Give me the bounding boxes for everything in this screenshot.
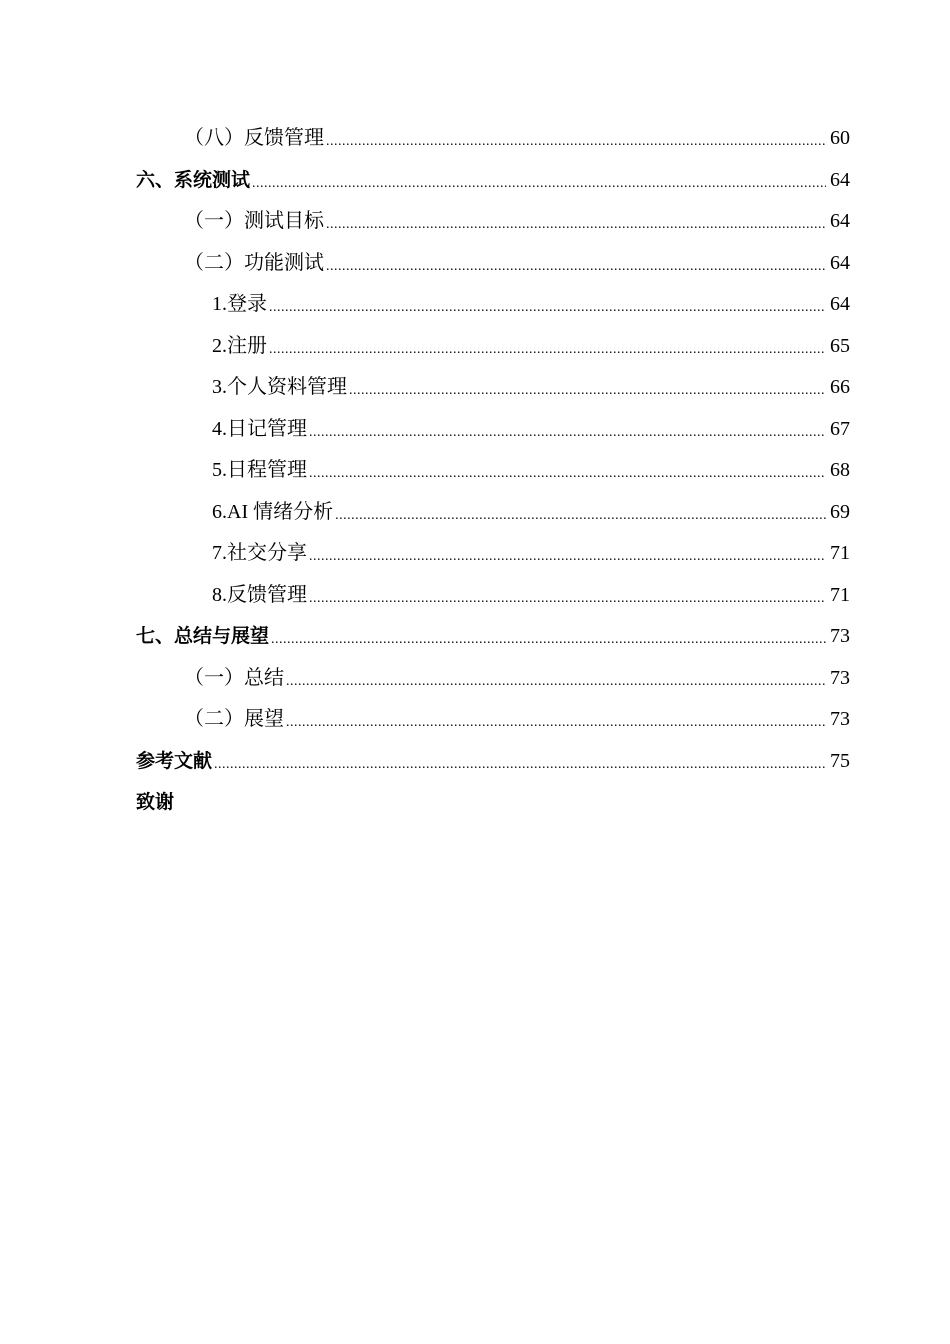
toc-entry-title: （二）展望: [184, 708, 284, 730]
toc-entry-page-number: 73: [830, 625, 850, 647]
toc-entry[interactable]: [0, 782, 950, 824]
toc-dot-leader: [269, 287, 826, 329]
toc-entry-page-number: 73: [830, 708, 850, 730]
toc-dot-leader: [349, 370, 826, 412]
toc-entry-title: 5.日程管理: [212, 459, 307, 481]
toc-entry[interactable]: [0, 699, 950, 741]
toc-entry-title: （一）测试目标: [184, 210, 324, 232]
toc-entry-title: 六、系统测试: [136, 168, 251, 191]
toc-entry[interactable]: [0, 201, 950, 243]
toc-dot-leader: [309, 578, 826, 620]
toc-entry[interactable]: [0, 492, 950, 534]
toc-dot-leader: [326, 204, 826, 246]
toc-entry-page-number: 66: [830, 376, 850, 398]
toc-entry-title: 7.社交分享: [212, 542, 307, 564]
toc-entry-page-number: 64: [830, 168, 850, 191]
toc-entry-title: （八）反馈管理: [184, 127, 324, 149]
toc-dot-leader: [335, 495, 826, 537]
toc-entry[interactable]: [0, 741, 950, 783]
toc-entry[interactable]: [0, 326, 950, 368]
toc-entry-title: 6.AI 情绪分析: [212, 500, 334, 523]
toc-entry[interactable]: [0, 658, 950, 700]
toc-entry[interactable]: [0, 616, 950, 658]
toc-entry-title: 3.个人资料管理: [212, 376, 347, 398]
toc-dot-leader: [326, 246, 826, 288]
toc-entry[interactable]: [0, 450, 950, 492]
toc-dot-leader: [269, 329, 826, 371]
toc-entry-title: 1.登录: [212, 293, 267, 315]
toc-entry[interactable]: [0, 243, 950, 285]
toc-entry-title: 七、总结与展望: [136, 625, 270, 647]
toc-entry[interactable]: [0, 160, 950, 202]
toc-entry-page-number: 64: [830, 251, 850, 274]
toc-entry-page-number: 68: [830, 459, 850, 481]
toc-entry-title: （二）功能测试: [184, 251, 324, 274]
toc-entry[interactable]: [0, 118, 950, 160]
toc-entry-title: （一）总结: [184, 666, 284, 689]
toc-entry-page-number: 60: [830, 127, 850, 149]
toc-entry[interactable]: [0, 284, 950, 326]
toc-entry-page-number: 71: [830, 542, 850, 564]
toc-dot-leader: [326, 121, 826, 163]
toc-entry-title: 参考文献: [136, 749, 213, 772]
toc-entry[interactable]: [0, 367, 950, 409]
toc-entry-page-number: 64: [830, 210, 850, 232]
toc-entry-page-number: 73: [830, 666, 850, 689]
toc-entry-title: 致谢: [136, 791, 175, 813]
table-of-contents: [0, 118, 950, 824]
toc-entry-page-number: 67: [830, 417, 850, 440]
toc-dot-leader: [309, 412, 826, 454]
toc-entry-page-number: 75: [830, 749, 850, 772]
toc-entry-page-number: 64: [830, 293, 850, 315]
toc-entry-title: 4.日记管理: [212, 417, 307, 440]
toc-entry-page-number: 69: [830, 500, 850, 523]
toc-dot-leader: [271, 619, 826, 661]
toc-dot-leader: [309, 536, 826, 578]
toc-dot-leader: [286, 702, 826, 744]
toc-entry-page-number: 65: [830, 334, 850, 357]
toc-dot-leader: [214, 744, 826, 786]
toc-entry[interactable]: [0, 409, 950, 451]
toc-entry-page-number: 71: [830, 583, 850, 606]
toc-entry-title: 2.注册: [212, 334, 267, 357]
toc-entry[interactable]: [0, 533, 950, 575]
toc-entry[interactable]: [0, 575, 950, 617]
toc-dot-leader: [252, 163, 826, 205]
toc-dot-leader: [286, 661, 826, 703]
toc-entry-title: 8.反馈管理: [212, 583, 307, 606]
toc-dot-leader: [309, 453, 826, 495]
